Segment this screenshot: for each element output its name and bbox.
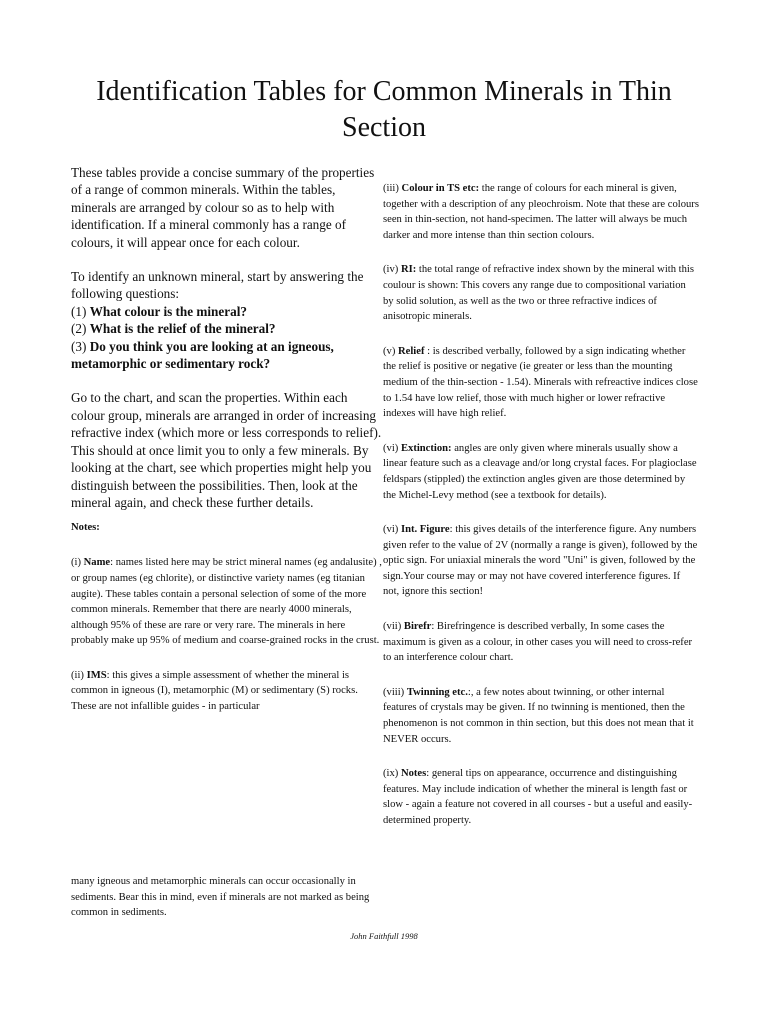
note-name-text: : names listed here may be strict mineral names (eg andalusite) , or group names (eg chlorite), or distinctive variety names (eg titanian augite). These tables contain a personal selection of some of the more common minerals. Remember that there are nearly 4000 minerals, although 95% of these are rare or very rare. The minerals in here probably make up 95% of medium and coarse-grained rocks in the crust. — [71, 557, 382, 647]
right-column — [383, 181, 699, 848]
note-twin-text: :, a few notes about twinning, or other internal features of crystals may be given. If no twinning is mentioned, then the phenomenon is not common in thin section, but this does not mean that it NEVER occurs. — [383, 686, 694, 745]
note-notes-text: : general tips on appearance, occurrence and distinguishing features. May include indication of whether the mineral is length fast or slow - again a feature not covered in all courses - but a useful and easily-determined property. — [383, 768, 693, 826]
question-2-text: What is the relief of the mineral? — [89, 321, 276, 337]
question-1-number: (1) — [71, 303, 90, 319]
note-extinction-text: angles are only given where minerals usually show a linear feature such as a cleavage and/or long crystal faces. For plagioclase feldspars (stippled) the extinction angles given are those determined by the Michel-Levy method (see a textbook for details). — [383, 442, 697, 501]
question-1 — [71, 303, 383, 320]
question-3-number: (3) — [71, 338, 90, 354]
note-ims-prefix: (ii) — [71, 669, 87, 681]
note-notes-term: Notes — [400, 768, 427, 780]
note-ims — [71, 668, 383, 715]
question-3-text: Do you think you are looking at an igneous, metamorphic or sedimentary rock? — [71, 338, 334, 372]
note-name-prefix: (i) — [71, 557, 84, 569]
note-extinction-prefix: (vi) — [383, 442, 401, 454]
intro-paragraph-2: To identify an unknown mineral, start by answering the following questions: — [71, 269, 364, 302]
note-relief-prefix: (v) — [383, 345, 399, 357]
notes-heading: Notes: — [71, 522, 100, 534]
intro-paragraph-3: Go to the chart, and scan the properties. Within each colour group, minerals are arranged in order of increasing refractive index (which more or less corresponds to relief). This should at once limit you to only a few minerals. By looking at the chart, see which properties might help you distinguish between the possibilities. Then, look at the mineral again, and check these further details. — [71, 390, 382, 510]
question-1-text: What colour is the mineral? — [89, 303, 247, 319]
question-3 — [71, 338, 383, 373]
note-name — [71, 555, 383, 649]
note-birefringence — [383, 619, 699, 666]
note-colour-text: the range of colours for each mineral is given, together with a description of any pleochroism. Note that these are colours seen in thin-section, not hand-specimen. The latter will always be much darker and more intense than thin section colours. — [383, 183, 699, 241]
note-ims-continued: many igneous and metamorphic minerals can occur occasionally in sediments. Bear this in mind, even if minerals are not marked as being common in sediments. — [71, 876, 370, 919]
note-ri-prefix: (iv) — [383, 264, 401, 276]
note-notes-prefix: (ix) — [383, 768, 401, 780]
note-relief-term: Relief — [398, 345, 425, 357]
note-relief-text: : is described verbally, followed by a sign indicating whether the relief is positive or negative (ie greater or less than the mounting medium of the thin-section - 1.54). Minerals with refreactive indices close to 1.54 have low relief, those with much higher or lower refractive indexes will have high relief. — [383, 345, 698, 420]
note-int-term: Int. Figure — [400, 524, 450, 536]
left-column — [71, 164, 383, 734]
note-twinning — [383, 685, 699, 747]
question-2-number: (2) — [71, 321, 90, 337]
note-relief — [383, 344, 699, 422]
intro-paragraph-1: These tables provide a concise summary of the properties of a range of common minerals. Within the tables, minerals are arranged by colour so as to help with identification. If a mineral commonly has a range of colours, it will appear once for each colour. — [71, 165, 375, 250]
note-bire-text: : Birefringence is described verbally, In some cases the maximum is given as a colour, in other cases you will need to cross-refer to an interference colour chart. — [383, 621, 693, 664]
note-twin-term: Twinning etc. — [406, 686, 468, 698]
note-bire-term: Birefr — [403, 621, 432, 633]
note-ri-text: the total range of refractive index shown by the mineral with this coulour is shown: This covers any range due to compositional variation by solid solution, as well as the two or three refractive indices of anisotropic minerals. — [383, 264, 694, 323]
note-twin-prefix: (viii) — [383, 686, 407, 698]
question-2 — [71, 320, 383, 337]
note-ims-term: IMS — [86, 669, 107, 681]
note-notes — [383, 766, 699, 828]
note-colour-prefix: (iii) — [383, 183, 402, 194]
note-int-text: : this gives details of the interference figure. Any numbers given refer to the value of 2V (normally a range is given), followed by the optic sign. For uniaxial minerals the word "Uni" is given, followed by the sign.Your course may or may not have covered interference figures. If not, ignore this section! — [383, 524, 698, 598]
note-name-term: Name — [83, 557, 111, 569]
note-extinction — [383, 441, 699, 503]
notes-left — [71, 555, 383, 714]
page-title: Identification Tables for Common Minerals in Thin Section — [96, 76, 672, 143]
note-colour — [383, 181, 699, 243]
note-int-prefix: (vi) — [383, 524, 401, 536]
note-ims-text: : this gives a simple assessment of whether the mineral is common in igneous (I), metamorphic (M) or sedimentary (S) rocks. These are not infallible guides - in particular — [71, 669, 358, 713]
note-ri-term: RI: — [400, 264, 417, 276]
author-credit: John Faithfull 1998 — [350, 931, 418, 941]
note-colour-term: Colour in TS etc: — [401, 183, 480, 194]
intro-section — [71, 164, 383, 511]
note-extinction-term: Extinction: — [400, 442, 452, 454]
note-bire-prefix: (vii) — [383, 621, 404, 633]
note-ri — [383, 262, 699, 324]
note-interference-figure — [383, 522, 699, 600]
